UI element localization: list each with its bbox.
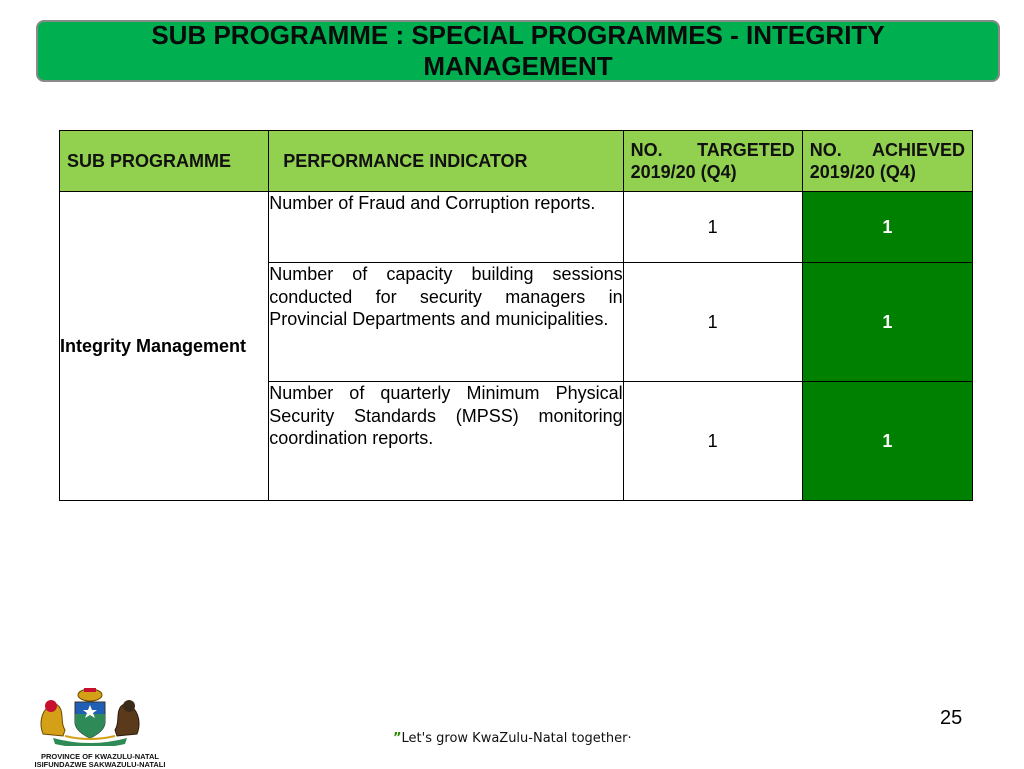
province-coat-of-arms-logo: [25, 684, 175, 768]
header-performance-indicator: PERFORMANCE INDICATOR: [269, 131, 623, 192]
header-targeted: NO. TARGETED 2019/20 (Q4): [623, 131, 802, 192]
performance-table: [59, 130, 973, 501]
page-title: SUB PROGRAMME : SPECIAL PROGRAMMES - INTEGRITY MANAGEMENT: [151, 20, 885, 81]
achieved-cell: 1: [802, 192, 972, 263]
header-achieved: NO. ACHIEVED 2019/20 (Q4): [802, 131, 972, 192]
page-number: 25: [940, 707, 963, 729]
logo-line-province: PROVINCE OF KWAZULU-NATAL: [40, 752, 160, 761]
indicator-cell: Number of quarterly Minimum Physical Security Standards (MPSS) monitoring coordination reports.: [269, 382, 623, 501]
indicator-cell: Number of Fraud and Corruption reports.: [269, 192, 623, 263]
slogan-end-mark: ·: [627, 731, 632, 746]
achieved-cell: 1: [802, 382, 972, 501]
coat-of-arms-icon: [25, 684, 175, 746]
indicator-cell: Number of capacity building sessions conducted for security managers in Provincial Departments and municipalities.: [269, 263, 623, 382]
targeted-cell: 1: [623, 382, 802, 501]
footer-slogan: [393, 731, 632, 746]
table-row: [60, 192, 973, 263]
table-header-row: [60, 131, 973, 192]
targeted-cell: 1: [623, 192, 802, 263]
achieved-cell: 1: [802, 263, 972, 382]
slogan-text: Let's grow KwaZulu-Natal together: [401, 731, 628, 746]
header-sub-programme: SUB PROGRAMME: [60, 131, 269, 192]
logo-line-isifundazwe: ISIFUNDAZWE SAKWAZULU-NATALI: [34, 760, 166, 769]
targeted-cell: 1: [623, 263, 802, 382]
title-banner: [36, 20, 1000, 82]
sub-programme-cell: Integrity Management: [60, 192, 269, 501]
slogan-quote-mark: ”: [393, 731, 402, 746]
